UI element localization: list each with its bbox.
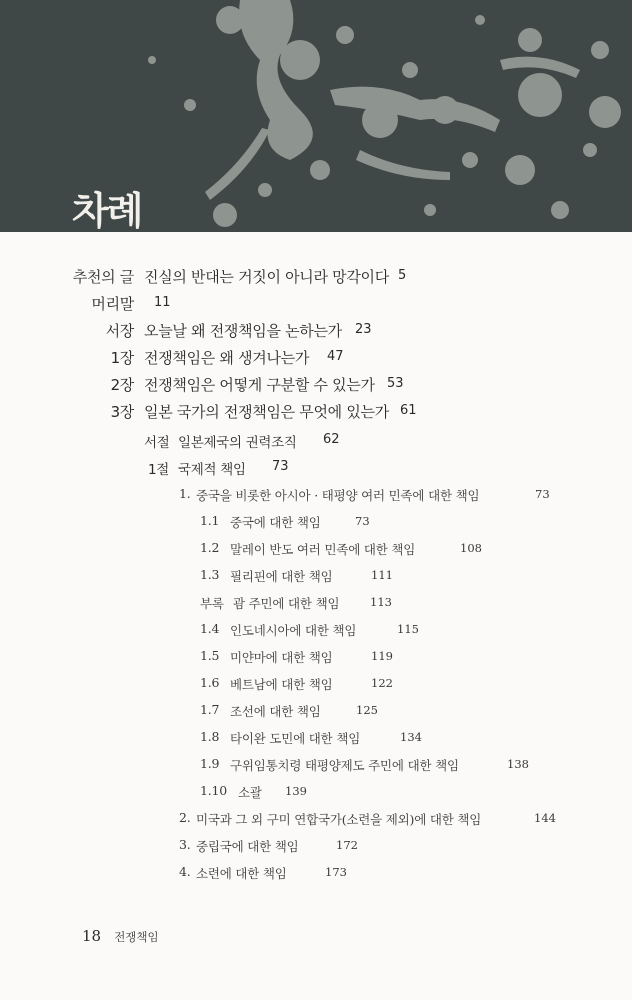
entry-title: 일본제국의 권력조직 <box>178 435 297 451</box>
entry-title: 미국과 그 외 구미 연합국가(소련을 제외)에 대한 책임 <box>196 812 482 827</box>
entry-number: 1.3 <box>200 567 220 582</box>
entry-label: 머리말 <box>91 295 134 313</box>
entry-page: 108 <box>460 541 482 555</box>
entry-label: 서장 <box>105 322 134 340</box>
entry-page: 73 <box>535 487 550 501</box>
entry-number: 1.7 <box>200 702 220 717</box>
entry-title: 중국을 비롯한 아시아 · 태평양 여러 민족에 대한 책임 <box>196 488 480 503</box>
entry-label: 1장 <box>110 349 134 367</box>
entry-number: 1.2 <box>200 540 220 555</box>
entry-page: 122 <box>371 676 393 690</box>
entry-title: 베트남에 대한 책임 <box>230 677 333 692</box>
entry-number: 1. <box>179 486 191 501</box>
entry-title: 전쟁책임은 어떻게 구분할 수 있는가 <box>144 376 375 394</box>
book-title: 전쟁책임 <box>114 930 159 944</box>
page-title: 차례 <box>72 189 142 232</box>
entry-label: 추천의 글 <box>72 268 134 286</box>
entry-page: 5 <box>398 268 407 283</box>
entry-page: 115 <box>397 622 419 636</box>
entry-number: 1.5 <box>200 648 220 663</box>
entry-number: 1.10 <box>200 783 228 798</box>
entry-title: 인도네시아에 대한 책임 <box>230 623 357 638</box>
entry-number: 1.9 <box>200 756 220 771</box>
entry-page: 134 <box>400 730 422 744</box>
entry-label: 3장 <box>110 403 134 421</box>
entry-page: 113 <box>370 595 392 609</box>
entry-title: 중국에 대한 책임 <box>230 515 321 530</box>
entry-title: 오늘날 왜 전쟁책임을 논하는가 <box>144 322 342 340</box>
entry-title: 중립국에 대한 책임 <box>196 839 299 854</box>
entry-title: 구위임통치령 태평양제도 주민에 대한 책임 <box>230 758 459 773</box>
entry-title: 필리핀에 대한 책임 <box>230 569 333 584</box>
entry-page: 47 <box>327 349 344 364</box>
entry-page: 73 <box>355 514 370 528</box>
entry-page: 138 <box>507 757 529 771</box>
entry-title: 소괄 <box>238 785 262 800</box>
entry-title: 국제적 책임 <box>178 462 246 478</box>
entry-title: 조선에 대한 책임 <box>230 704 321 719</box>
entry-title: 일본 국가의 전쟁책임은 무엇에 있는가 <box>144 403 389 421</box>
entry-page: 144 <box>534 811 556 825</box>
entry-number: 2. <box>179 810 191 825</box>
entry-page: 139 <box>285 784 307 798</box>
entry-number: 3. <box>179 837 191 852</box>
entry-label: 2장 <box>110 376 134 394</box>
entry-page: 125 <box>356 703 378 717</box>
entry-page: 53 <box>387 376 404 391</box>
entry-number: 1.8 <box>200 729 220 744</box>
entry-page: 11 <box>154 295 171 310</box>
entry-title: 미얀마에 대한 책임 <box>230 650 333 665</box>
entry-number: 부록 <box>200 596 224 611</box>
page-footer <box>82 926 159 945</box>
entry-number: 4. <box>179 864 191 879</box>
entry-page: 73 <box>272 459 289 474</box>
entry-page: 23 <box>355 322 372 337</box>
entry-page: 119 <box>371 649 393 663</box>
entry-title: 타이완 도민에 대한 책임 <box>230 731 361 746</box>
entry-title: 전쟁책임은 왜 생겨나는가 <box>144 349 310 367</box>
entry-title: 괌 주민에 대한 책임 <box>233 596 340 611</box>
entry-number: 1.6 <box>200 675 220 690</box>
entry-label: 서절 <box>144 435 170 451</box>
entry-page: 62 <box>323 432 340 447</box>
entry-page: 61 <box>400 403 417 418</box>
entry-label: 1절 <box>148 462 170 478</box>
entry-title: 진실의 반대는 거짓이 아니라 망각이다 <box>144 268 389 286</box>
entry-page: 173 <box>325 865 347 879</box>
entry-number: 1.4 <box>200 621 220 636</box>
entry-title: 말레이 반도 여러 민족에 대한 책임 <box>230 542 416 557</box>
entry-page: 111 <box>371 568 393 582</box>
page-number: 18 <box>82 927 102 945</box>
entry-title: 소련에 대한 책임 <box>196 866 287 881</box>
entry-page: 172 <box>336 838 358 852</box>
entry-number: 1.1 <box>200 513 220 528</box>
